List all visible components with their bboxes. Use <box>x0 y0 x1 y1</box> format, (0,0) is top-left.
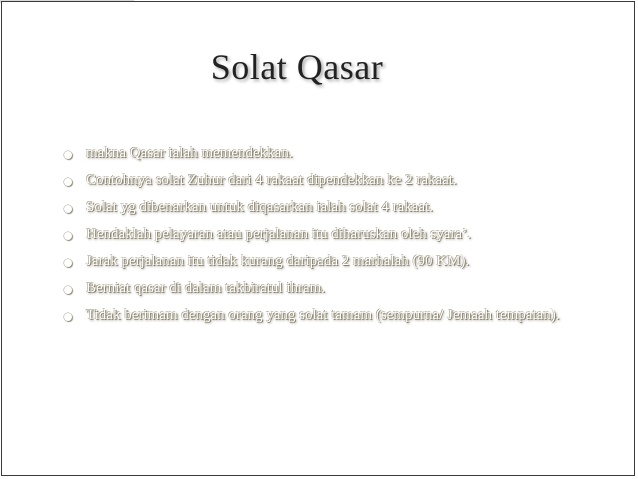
bullet-text: Solat yg dibenarkan untuk diqasarkan ialah solat 4 rakaat. <box>86 199 433 215</box>
bullet-dot-icon <box>64 286 72 294</box>
bullet-dot-icon <box>64 151 72 159</box>
bullet-item <box>64 199 579 216</box>
bullet-text: Tidak berimam dengan orang yang solat tamam (sempurna/ Jemaah tempatan). <box>86 307 560 323</box>
slide-title: Solat Qasar <box>210 47 384 87</box>
bullet-item <box>64 226 579 243</box>
bullet-text: Contohnya solat Zuhur dari 4 rakaat dipendekkan ke 2 rakaat. <box>86 172 457 188</box>
bullet-dot-icon <box>64 205 72 213</box>
bullet-dot-icon <box>64 259 72 267</box>
bullet-item <box>64 172 579 189</box>
bullet-text: Jarak perjalanan itu tidak kurang daripada 2 marhalah (90 KM). <box>86 253 470 269</box>
bullet-item <box>64 280 579 297</box>
bullet-text: Berniat qasar di dalam takbiratul ihram. <box>86 280 326 296</box>
bullet-item <box>64 253 579 270</box>
slide <box>1 1 635 476</box>
bullet-text: makna Qasar ialah memendekkan. <box>86 145 293 161</box>
bullet-item <box>64 145 579 162</box>
bullet-dot-icon <box>64 313 72 321</box>
bullet-text: Hendaklah pelayaran atau perjalanan itu diharuskan oleh syara’. <box>86 226 471 242</box>
bullet-item <box>64 307 579 324</box>
bullet-dot-icon <box>64 232 72 240</box>
bullet-dot-icon <box>64 178 72 186</box>
bullet-list <box>64 145 579 334</box>
